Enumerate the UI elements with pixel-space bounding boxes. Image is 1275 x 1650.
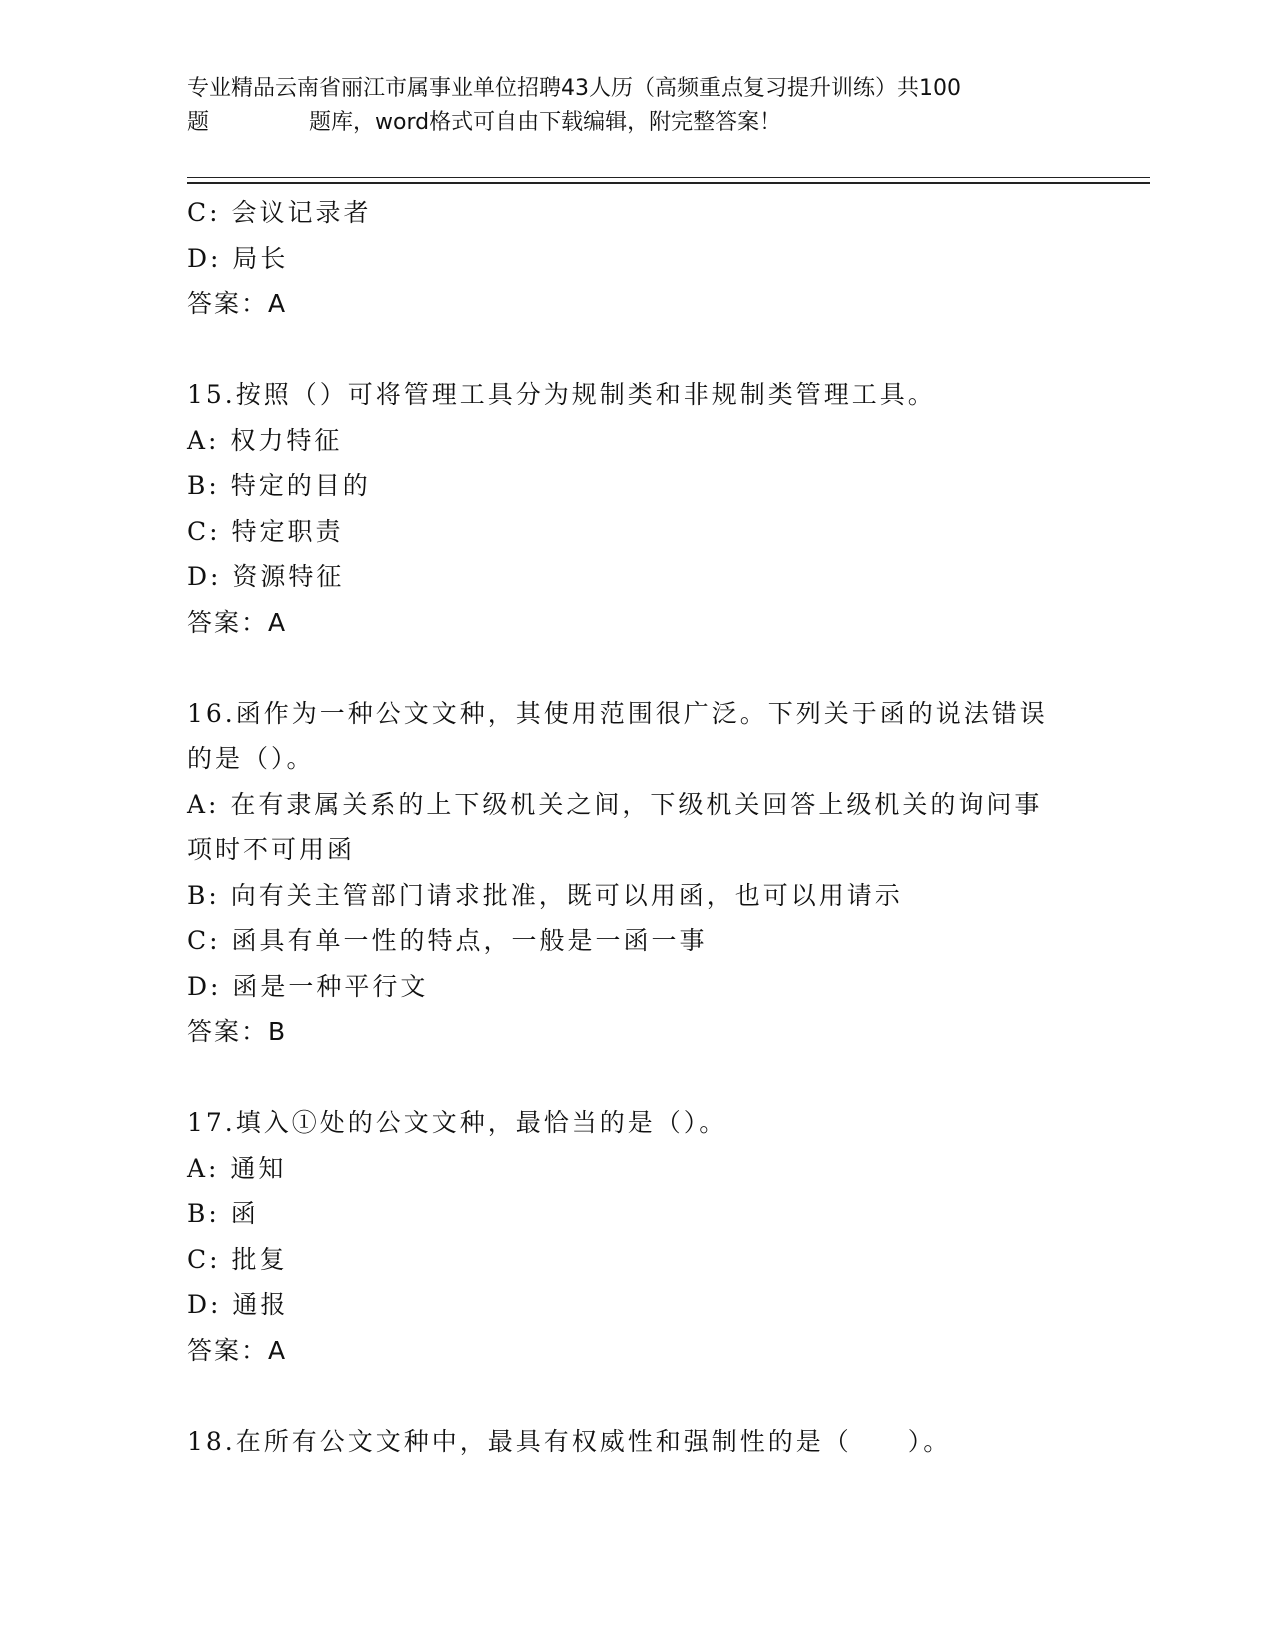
question-stem-line2: 的是（）。 — [187, 744, 315, 773]
question-15 — [187, 372, 1087, 645]
answer-line: 答案：A — [187, 1335, 288, 1365]
option-a-line1: A: 在有隶属关系的上下级机关之间，下级机关回答上级机关的询问事 — [187, 789, 1043, 819]
answer-line: 答案：B — [187, 1017, 288, 1046]
answer-line: 答案：A — [187, 289, 288, 318]
question-14-tail — [187, 190, 1087, 327]
option-a: A: 权力特征 — [187, 425, 343, 455]
option-c: C: 特定职责 — [187, 516, 344, 546]
option-b: B: 函 — [187, 1199, 259, 1228]
header-title-line1: 专业精品云南省丽江市属事业单位招聘43人历（高频重点复习提升训练）共100 — [187, 76, 961, 101]
question-16 — [187, 691, 1087, 1055]
option-c: C: 批复 — [187, 1244, 288, 1274]
question-17 — [187, 1100, 1087, 1373]
document-header — [187, 72, 1087, 140]
header-title-line2-lead: 题 — [187, 110, 210, 135]
question-18 — [187, 1419, 1087, 1465]
option-d: D: 通报 — [187, 1290, 289, 1319]
option-d: D: 局长 — [187, 243, 289, 273]
question-stem-line1: 16.函作为一种公文文种，其使用范围很广泛。下列关于函的说法错误 — [187, 698, 1048, 728]
option-d: D: 函是一种平行文 — [187, 971, 429, 1001]
option-a: A: 通知 — [187, 1153, 287, 1183]
question-list — [187, 190, 1087, 1464]
option-b: B: 特定的目的 — [187, 471, 371, 500]
header-divider-thin — [187, 177, 1150, 178]
option-c: C: 会议记录者 — [187, 198, 372, 227]
header-title-line2-rest: 题库，word格式可自由下载编辑，附完整答案！ — [309, 110, 782, 135]
option-b: B: 向有关主管部门请求批准，既可以用函，也可以用请示 — [187, 880, 903, 910]
answer-line: 答案：A — [187, 607, 288, 637]
option-c: C: 函具有单一性的特点，一般是一函一事 — [187, 926, 708, 955]
question-stem: 17.填入①处的公文文种，最恰当的是（）。 — [187, 1108, 728, 1137]
option-d: D: 资源特征 — [187, 562, 345, 591]
question-stem: 18.在所有公文文种中，最具有权威性和强制性的是（ ）。 — [187, 1426, 952, 1456]
option-a-line2: 项时不可用函 — [187, 835, 356, 864]
question-stem: 15.按照（）可将管理工具分为规制类和非规制类管理工具。 — [187, 380, 936, 409]
header-divider-thick — [187, 182, 1150, 184]
header-title-line2 — [187, 106, 1087, 140]
